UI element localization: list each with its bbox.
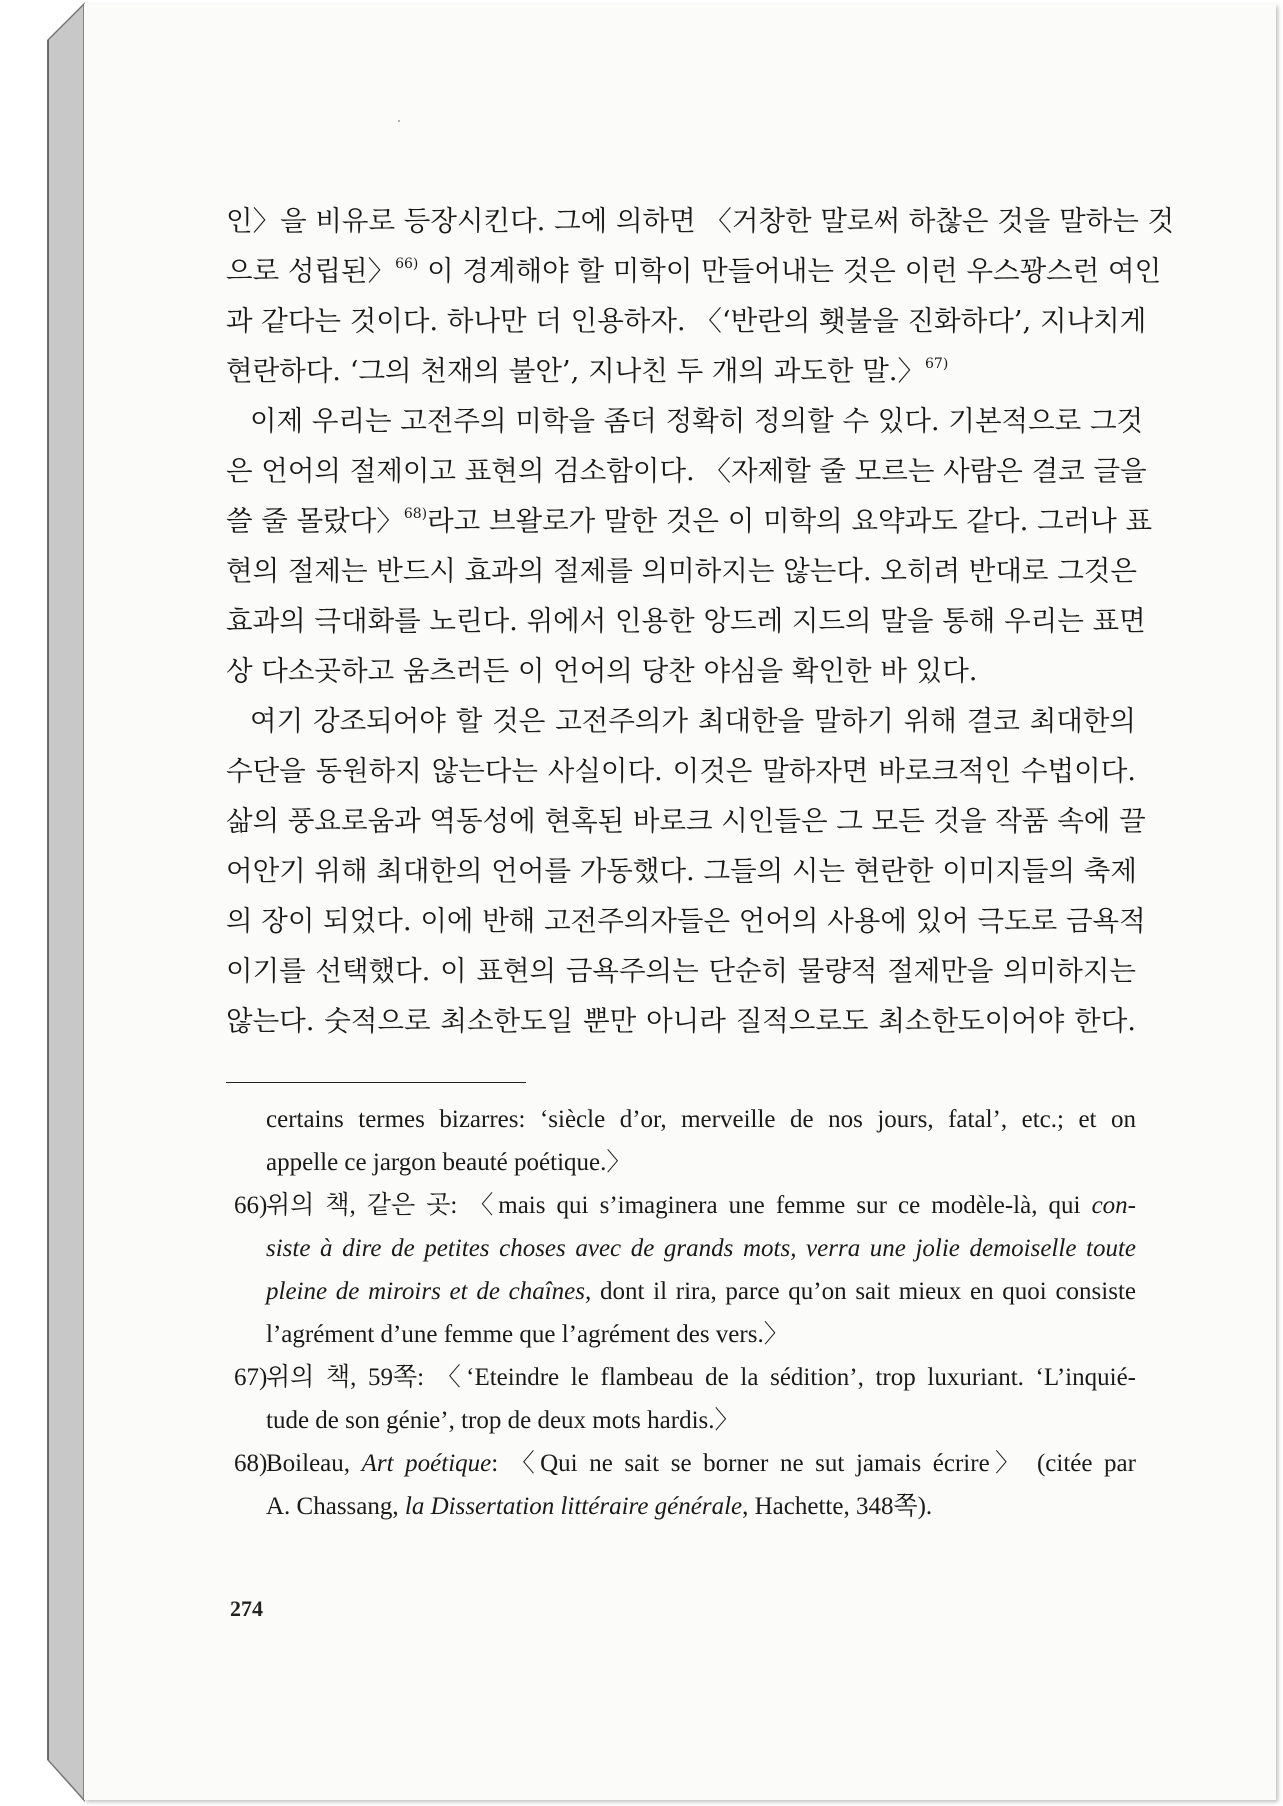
footnote-line: certains termes bizarres: ‘siècle d’or, merveille de nos jours, fatal’, etc.; et on bbox=[266, 1106, 1136, 1133]
footnote-line: A. Chassang, la Dissertation littéraire générale, Hachette, 348쪽). bbox=[266, 1493, 933, 1520]
page-number: 274 bbox=[230, 1596, 263, 1621]
footnote-ref: 68) bbox=[403, 506, 428, 522]
footnote-number: 68) bbox=[234, 1450, 268, 1477]
text-line: 의 장이 되었다. 이에 반해 고전주의자들은 언어의 사용에 있어 극도로 금욕적 bbox=[226, 905, 1146, 937]
footnote-number: 67) bbox=[234, 1364, 268, 1391]
footnote-line: 위의 책, 같은 곳: 〈mais qui s’imaginera une femme sur ce modèle-là, qui con- bbox=[266, 1192, 1136, 1219]
text-line: 인〉을 비유로 등장시킨다. 그에 의하면 〈거창한 말로써 하찮은 것을 말하는 것 bbox=[226, 205, 1175, 237]
footnote-ref: 67) bbox=[925, 356, 949, 372]
footnote-67 bbox=[226, 1356, 1136, 1442]
text-line: 않는다. 숫적으로 최소한도일 뿐만 아니라 질적으로도 최소한도이어야 한다. bbox=[226, 1005, 1136, 1037]
main-text bbox=[226, 196, 1175, 1046]
text-line: 이제 우리는 고전주의 미학을 좀더 정확히 정의할 수 있다. 기본적으로 그것 bbox=[250, 405, 1144, 437]
footnote-line: appelle ce jargon beauté poétique.〉 bbox=[266, 1149, 632, 1176]
text-line: 효과의 극대화를 노린다. 위에서 인용한 앙드레 지드의 말을 통해 우리는 표면 bbox=[226, 605, 1146, 637]
text-line: 쓸 줄 몰랐다〉$^{68)}$라고 브왈로가 말한 것은 이 미학의 요약과도 같다. 그러나 표 bbox=[226, 505, 1153, 537]
text-line: 으로 성립된〉$^{66)}$ 이 경계해야 할 미학이 만들어내는 것은 이런 우스꽝스런 여인 bbox=[226, 255, 1162, 287]
footnote-ref: 66) bbox=[395, 256, 419, 272]
footnote-number: 66) bbox=[234, 1192, 268, 1219]
text-line: 과 같다는 것이다. 하나만 더 인용하자. 〈‘반란의 횃불을 진화하다’, 지나치게 bbox=[226, 305, 1147, 337]
text-line: 삶의 풍요로움과 역동성에 현혹된 바로크 시인들은 그 모든 것을 작품 속에 끌 bbox=[226, 805, 1146, 837]
text-line: 이기를 선택했다. 이 표현의 금욕주의는 단순히 물량적 절제만을 의미하지는 bbox=[226, 955, 1136, 987]
footnote-line: pleine de miroirs et de chaînes, dont il rira, parce qu’on sait mieux en quoi consiste bbox=[266, 1278, 1137, 1305]
footnote-line: l’agrément d’une femme que l’agrément des vers.〉 bbox=[266, 1321, 789, 1348]
text-line: 현란하다. ‘그의 천재의 불안’, 지나친 두 개의 과도한 말.〉$^{67)}$ bbox=[226, 355, 949, 387]
text-line: 어안기 위해 최대한의 언어를 가동했다. 그들의 시는 현란한 이미지들의 축제 bbox=[226, 855, 1137, 887]
text-line: 여기 강조되어야 할 것은 고전주의가 최대한을 말하기 위해 결코 최대한의 bbox=[250, 705, 1136, 737]
footnote-line: 위의 책, 59쪽: 〈‘Eteindre le flambeau de la sédition’, trop luxuriant. ‘L’inquié- bbox=[266, 1364, 1136, 1391]
footnote-line: tude de son génie’, trop de deux mots hardis.〉 bbox=[266, 1407, 740, 1434]
footnote-68 bbox=[226, 1442, 1136, 1528]
text-line: 상 다소곳하고 움츠러든 이 언어의 당찬 야심을 확인한 바 있다. bbox=[226, 655, 978, 687]
footnote-divider bbox=[226, 1082, 526, 1083]
footnotes bbox=[226, 1098, 1136, 1528]
footnote-66 bbox=[226, 1184, 1136, 1356]
text-line: 수단을 동원하지 않는다는 사실이다. 이것은 말하자면 바로크적인 수법이다. bbox=[226, 755, 1136, 787]
text-line: 은 언어의 절제이고 표현의 검소함이다. 〈자제할 줄 모르는 사람은 결코 글을 bbox=[226, 455, 1147, 487]
footnote-continued bbox=[226, 1098, 1136, 1184]
footnote-line: siste à dire de petites choses avec de grands mots, verra une jolie demoiselle toute bbox=[266, 1235, 1136, 1262]
footnote-line: Boileau, Art poétique: 〈Qui ne sait se borner ne sut jamais écrire〉 (citée par bbox=[266, 1450, 1136, 1477]
page-speck bbox=[398, 120, 400, 122]
text-line: 현의 절제는 반드시 효과의 절제를 의미하지는 않는다. 오히려 반대로 그것은 bbox=[226, 555, 1137, 587]
